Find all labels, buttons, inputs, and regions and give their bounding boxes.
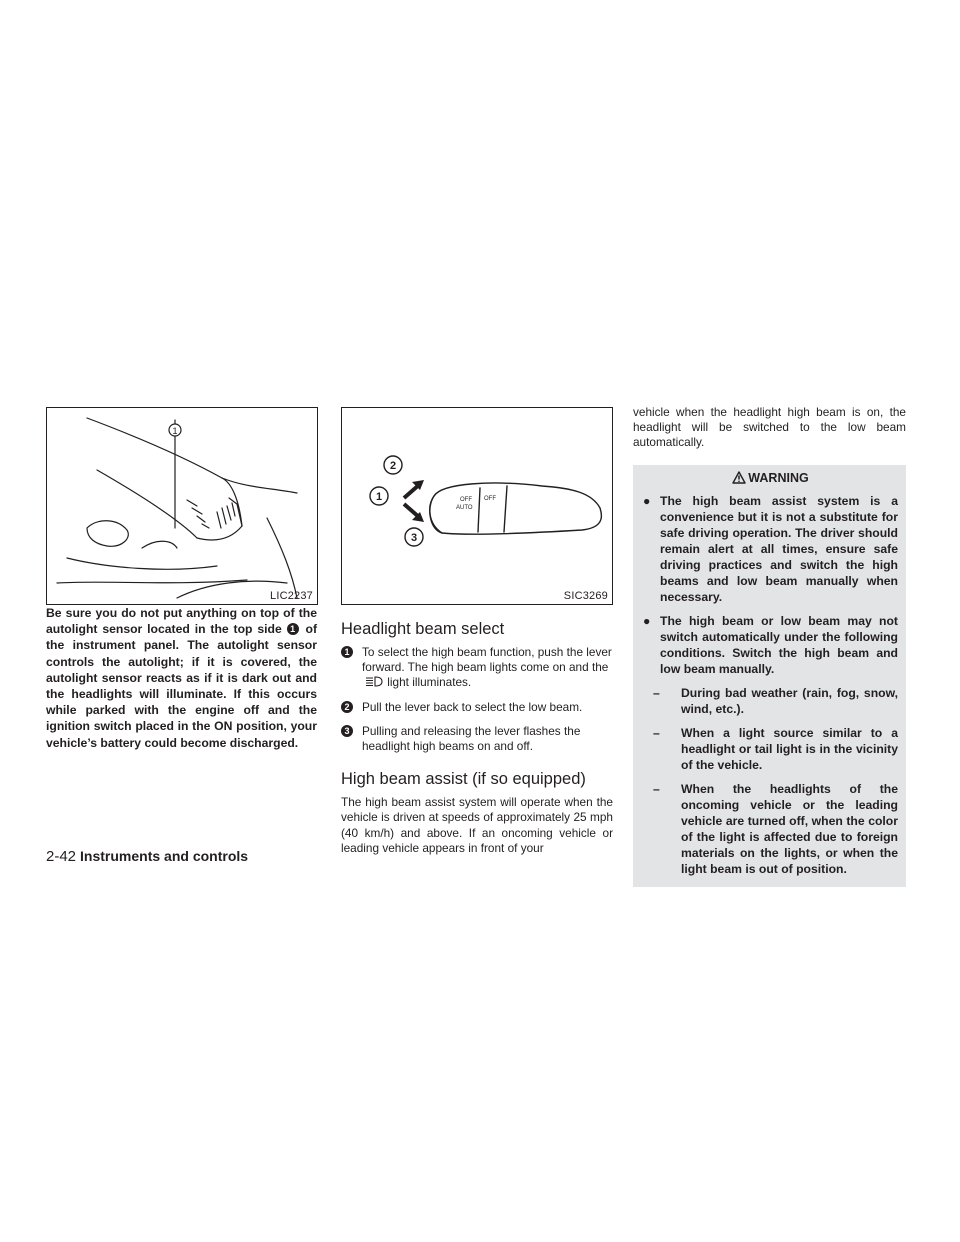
section-title: Instruments and controls <box>80 848 249 864</box>
column-2 <box>341 620 613 856</box>
lever-label-off-2: OFF <box>484 496 496 502</box>
step-2: 2 Pull the lever back to select the low beam. <box>341 700 613 715</box>
lever-label-off: OFF <box>460 497 472 503</box>
figure-headlight-lever <box>341 407 613 605</box>
figure-callout: 3 <box>410 532 418 544</box>
callout-badge: 1 <box>287 623 299 635</box>
section-heading-beam-select: Headlight beam select <box>341 620 505 638</box>
step-3: 3 Pulling and releasing the lever flashes the headlight high beams on and off. <box>341 724 613 754</box>
lever-label-auto: AUTO <box>456 505 473 511</box>
warning-box <box>633 465 906 887</box>
warning-dash-item: – When the headlights of the oncoming vehicle or the leading vehicle are turned off, when the color of the light is affected due to foreign materials on the lights, or when the light beam is out of position. <box>653 781 898 876</box>
warning-dash-item: – During bad weather (rain, fog, snow, wind, etc.). <box>653 685 898 716</box>
step-number: 1 <box>341 646 353 658</box>
warning-dash-item: – When a light source similar to a headlight or tail light is in the vicinity of the vehicle. <box>653 725 898 772</box>
high-beam-assist-paragraph: The high beam assist system will operate when the vehicle is driven at speeds of approximately 25 mph (40 km/h) and above. If an oncoming vehicle or leading vehicle appears in front of your <box>341 795 613 855</box>
figure-callout: 2 <box>389 460 397 472</box>
arrow-down-icon <box>404 504 424 522</box>
autolight-caution-paragraph: Be sure you do not put anything on top of the autolight sensor located in the top side 1 of the instrument panel. The autolight sensor controls the autolight; if it is covered, the autolight sensor reacts as if it is dark out and the headlights will illuminate. If this occurs while parked with the engine off and the ignition switch placed in the ON position, your vehicle’s battery could become discharged. <box>46 606 317 750</box>
warning-title: WARNING <box>643 471 898 485</box>
high-beam-indicator-icon <box>362 676 384 687</box>
continued-paragraph: vehicle when the headlight high beam is on, the headlight will be switched to the low beam automatically. <box>633 405 906 450</box>
headlight-lever-illustration <box>342 408 612 604</box>
step-number: 3 <box>341 725 353 737</box>
figure-code: LIC2237 <box>270 590 313 602</box>
column-1 <box>46 605 317 751</box>
figure-code: SIC3269 <box>563 590 608 602</box>
column-3 <box>633 405 906 887</box>
warning-triangle-icon <box>732 471 746 484</box>
page-number: 2-42 <box>46 848 77 865</box>
section-heading-high-beam-assist: High beam assist (if so equipped) <box>341 770 586 789</box>
page-footer <box>46 848 248 865</box>
figure-autolight-sensor <box>46 407 318 605</box>
warning-bullet: ● The high beam or low beam may not switch automatically under the following conditions. Switch the high beam and low beam manually. <box>643 613 898 676</box>
arrow-up-icon <box>404 480 424 498</box>
step-number: 2 <box>341 701 353 713</box>
autolight-sensor-illustration <box>47 408 317 604</box>
step-1: 1 To select the high beam function, push the lever forward. The high beam lights come on and the light illuminates. <box>341 645 613 691</box>
figure-callout: 1 <box>375 491 383 503</box>
figure-callout: 1 <box>172 426 178 436</box>
warning-bullet: ● The high beam assist system is a convenience but it is not a substitute for safe driving operation. The driver should remain alert at all times, ensure safe driving practices and switch the high beams and low beam manually when necessary. <box>643 493 898 604</box>
